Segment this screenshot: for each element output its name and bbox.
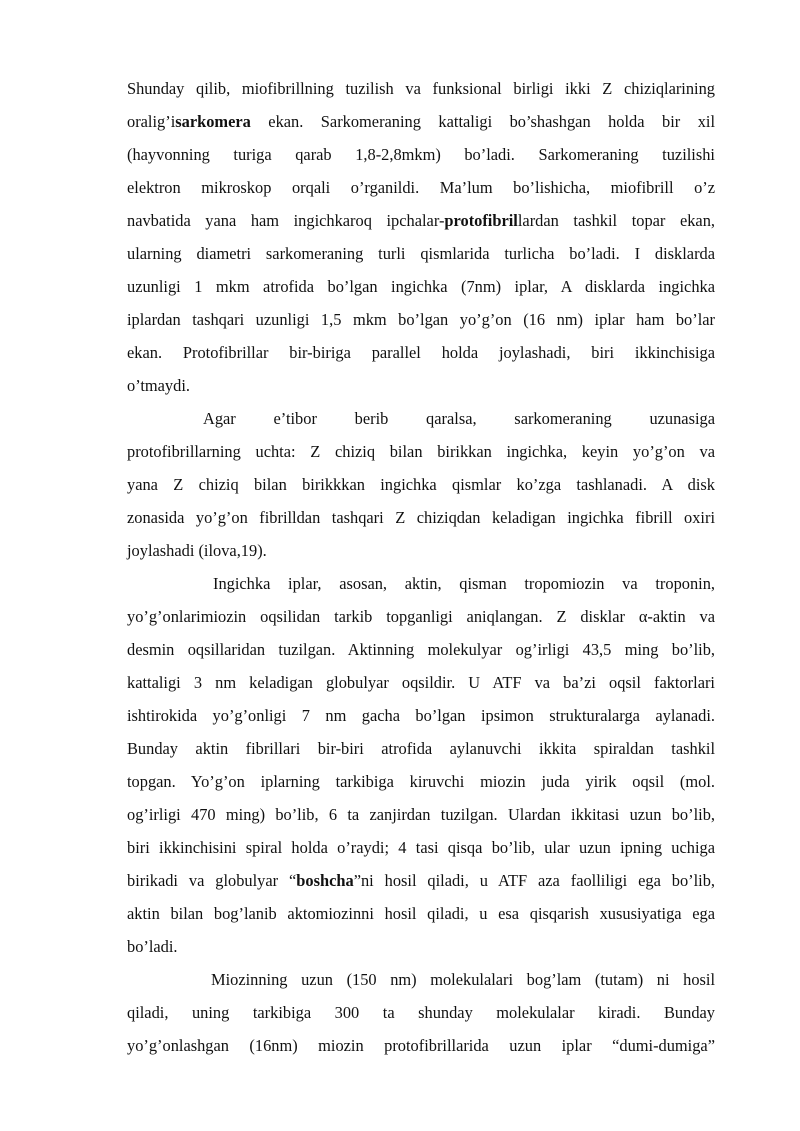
text-line — [127, 303, 715, 336]
text-line — [127, 897, 715, 930]
bold-term: sarkomera — [175, 112, 251, 131]
text-line — [127, 1029, 715, 1062]
text-line — [127, 534, 715, 567]
text-line — [127, 963, 715, 996]
paragraph — [127, 963, 715, 1062]
text-run: ekan. Protofibrillar bir-biriga parallel holda joylashadi, biri ikkinchisiga — [127, 343, 715, 362]
text-line — [127, 930, 715, 963]
text-line — [127, 204, 715, 237]
text-run: aktin bilan bog’lanib aktomiozinni hosil qiladi, u esa qisqarish xususiyatiga ega — [127, 904, 715, 923]
bold-term: boshcha — [296, 871, 354, 890]
text-run: Miozinning uzun (150 nm) molekulalari bog’lam (tutam) ni hosil — [211, 970, 715, 989]
text-run: iplardan tashqari uzunligi 1,5 mkm bo’lgan yo’g’on (16 nm) iplar ham bo’lar — [127, 310, 715, 329]
text-line — [127, 600, 715, 633]
text-run: kattaligi 3 nm keladigan globulyar oqsildir. U ATF va ba’zi oqsil faktorlari — [127, 673, 715, 692]
paragraph — [127, 402, 715, 567]
text-line — [127, 138, 715, 171]
text-run: yo’g’onlashgan (16nm) miozin protofibrillarida uzun iplar “dumi-dumiga” — [127, 1036, 715, 1055]
text-run: oralig’i — [127, 112, 176, 131]
text-run: qiladi, uning tarkibiga 300 ta shunday molekulalar kiradi. Bunday — [127, 1003, 715, 1022]
text-run: protofibrillarning uchta: Z chiziq bilan birikkan ingichka, keyin yo’g’on va — [127, 442, 715, 461]
text-line — [127, 501, 715, 534]
text-run: topgan. Yo’g’on iplarning tarkibiga kiruvchi miozin juda yirik oqsil (mol. — [127, 772, 715, 791]
text-line — [127, 105, 715, 138]
document-page — [127, 72, 715, 1062]
text-run: o’tmaydi. — [127, 376, 190, 395]
text-run: ishtirokida yo’g’onligi 7 nm gacha bo’lgan ipsimon strukturalarga aylanadi. — [127, 706, 715, 725]
text-run: ekan. Sarkomeraning kattaligi bo’shashgan holda bir xil — [250, 112, 715, 131]
text-line — [127, 633, 715, 666]
text-line — [127, 567, 715, 600]
text-run: ularning diametri sarkomeraning turli qismlarida turlicha bo’ladi. I disklarda — [127, 244, 715, 263]
text-line — [127, 831, 715, 864]
text-run: yana Z chiziq bilan birikkkan ingichka qismlar ko’zga tashlanadi. A disk — [127, 475, 715, 494]
text-run: Ingichka iplar, asosan, aktin, qisman tropomiozin va troponin, — [213, 574, 715, 593]
text-run: desmin oqsillaridan tuzilgan. Aktinning molekulyar og’irligi 43,5 ming bo’lib, — [127, 640, 715, 659]
text-run: bo’ladi. — [127, 937, 178, 956]
text-line — [127, 72, 715, 105]
text-line — [127, 270, 715, 303]
text-run: birikadi va globulyar “ — [127, 871, 297, 890]
text-line — [127, 336, 715, 369]
text-line — [127, 996, 715, 1029]
text-run: (hayvonning turiga qarab 1,8-2,8mkm) bo’ladi. Sarkomeraning tuzilishi — [127, 145, 715, 164]
text-run: Agar e’tibor berib qaralsa, sarkomeraning uzunasiga — [203, 409, 715, 428]
text-line — [127, 666, 715, 699]
text-line — [127, 798, 715, 831]
text-run: Shunday qilib, miofibrillning tuzilish va funksional birligi ikki Z chiziqlarining — [127, 79, 715, 98]
text-line — [127, 468, 715, 501]
text-run: og’irligi 470 ming) bo’lib, 6 ta zanjirdan tuzilgan. Ulardan ikkitasi uzun bo’lib, — [127, 805, 715, 824]
text-line — [127, 171, 715, 204]
text-run: lardan tashkil topar ekan, — [517, 211, 715, 230]
text-run: Bunday aktin fibrillari bir-biri atrofida aylanuvchi ikkita spiraldan tashkil — [127, 739, 715, 758]
text-run: elektron mikroskop orqali o’rganildi. Ma’lum bo’lishicha, miofibrill o’z — [127, 178, 715, 197]
text-run: biri ikkinchisini spiral holda o’raydi; 4 tasi qisqa bo’lib, ular uzun ipning uchiga — [127, 838, 715, 857]
text-line — [127, 699, 715, 732]
text-run: yo’g’onlarimiozin oqsilidan tarkib topganligi aniqlangan. Z disklar α-aktin va — [127, 607, 715, 626]
text-line — [127, 864, 715, 897]
text-run: uzunligi 1 mkm atrofida bo’lgan ingichka (7nm) iplar, A disklarda ingichka — [127, 277, 715, 296]
text-run: ”ni hosil qiladi, u ATF aza faolliligi ega bo’lib, — [353, 871, 715, 890]
bold-term: protofibril — [444, 211, 518, 230]
text-run: zonasida yo’g’on fibrilldan tashqari Z chiziqdan keladigan ingichka fibrill oxiri — [127, 508, 715, 527]
text-line — [127, 402, 715, 435]
text-line — [127, 765, 715, 798]
text-run: navbatida yana ham ingichkaroq ipchalar- — [127, 211, 445, 230]
paragraph — [127, 72, 715, 402]
text-line — [127, 237, 715, 270]
text-line — [127, 732, 715, 765]
text-line — [127, 369, 715, 402]
paragraph — [127, 567, 715, 963]
text-run: joylashadi (ilova,19). — [127, 541, 267, 560]
text-line — [127, 435, 715, 468]
